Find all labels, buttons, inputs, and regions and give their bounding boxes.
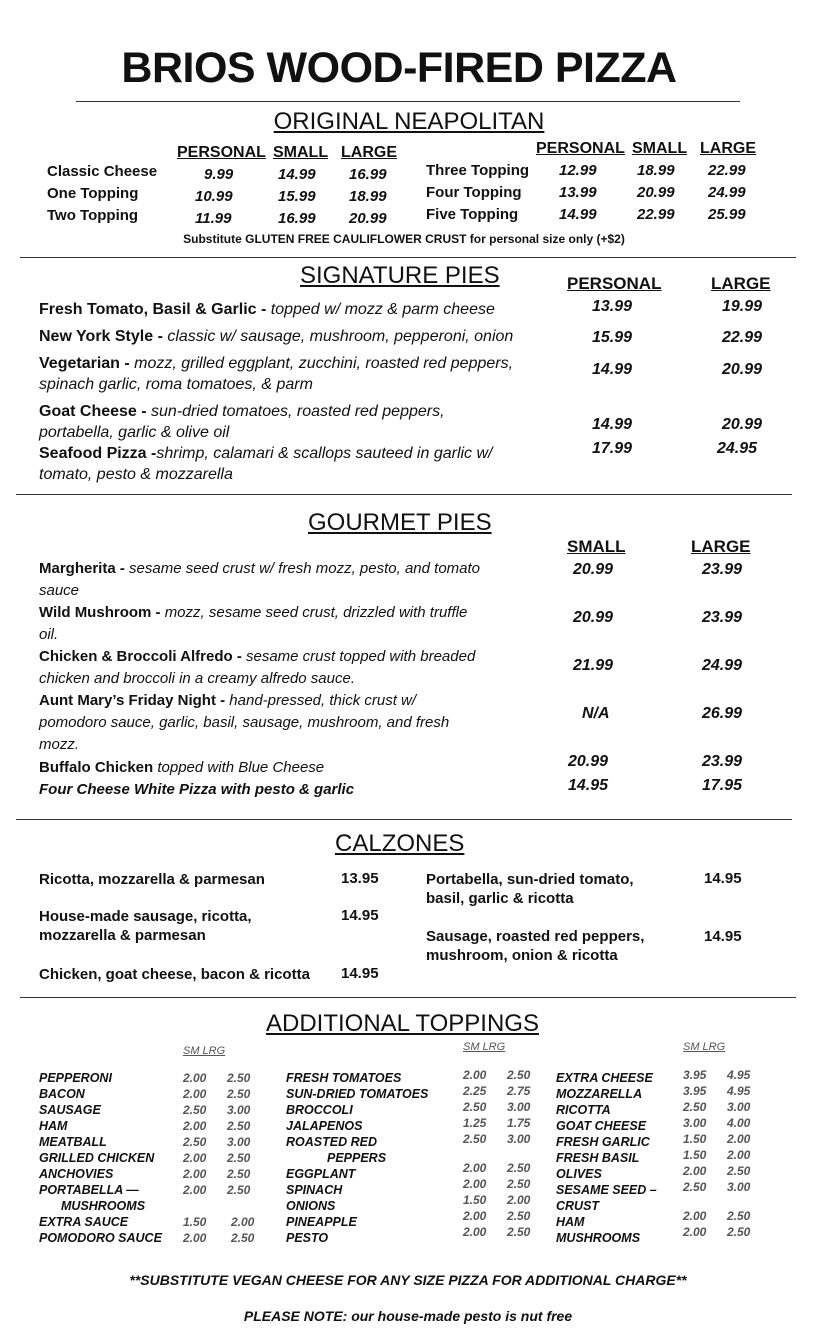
- price-small: 2.00: [463, 1068, 487, 1082]
- price-small: 2.50: [463, 1100, 487, 1114]
- item-description: mozz, grilled eggplant, zucchini, roasted red peppers,: [134, 355, 514, 372]
- price: 20.99: [573, 561, 614, 578]
- price: 20.99: [573, 609, 614, 626]
- item-name: Goat Cheese -: [39, 403, 152, 420]
- topping-name: PEPPERONI: [39, 1071, 112, 1085]
- item-description: sauce: [39, 582, 80, 599]
- item-name: Buffalo Chicken: [39, 759, 158, 776]
- item-description: mozz, sesame seed crust, drizzled with truffle: [164, 604, 468, 621]
- price: 10.99: [195, 188, 233, 205]
- price: 15.99: [592, 329, 633, 346]
- topping-name: ROASTED RED: [286, 1135, 377, 1149]
- price-large: 2.50: [507, 1177, 531, 1191]
- price-large: 2.50: [227, 1167, 251, 1181]
- topping-name: MOZZARELLA: [556, 1087, 643, 1101]
- item-name: Seafood Pizza -: [39, 445, 157, 462]
- price-large: 3.00: [507, 1100, 531, 1114]
- item-description: shrimp, calamari & scallops sauteed in garlic w/: [156, 445, 493, 462]
- topping-name: HAM: [556, 1215, 585, 1229]
- header-personal: PERSONAL: [177, 144, 266, 161]
- price-large: 3.00: [227, 1103, 251, 1117]
- item-description: topped with Blue Cheese: [157, 759, 325, 776]
- calzone-item: [426, 927, 644, 965]
- menu-item: [39, 353, 579, 395]
- topping-name: HAM: [39, 1119, 68, 1133]
- header-large: LARGE: [341, 144, 397, 161]
- divider: [16, 819, 792, 820]
- vegan-note: **SUBSTITUTE VEGAN CHEESE FOR ANY SIZE PIZZA FOR ADDITIONAL CHARGE**: [129, 1272, 687, 1288]
- price: 14.95: [704, 870, 742, 887]
- item-description: hand-pressed, thick crust w/: [229, 692, 417, 709]
- topping-name: FRESH GARLIC: [556, 1135, 650, 1149]
- price: 17.95: [702, 777, 743, 794]
- price-large: 2.50: [231, 1231, 255, 1245]
- gluten-free-note: Substitute GLUTEN FREE CAULIFLOWER CRUST for personal size only (+$2): [183, 232, 625, 246]
- section-heading-signature: SIGNATURE PIES: [300, 262, 500, 289]
- price: 11.99: [195, 210, 232, 227]
- price-large: 2.00: [727, 1132, 751, 1146]
- price-small: 2.00: [683, 1209, 707, 1223]
- item-description: sesame crust topped with breaded: [245, 648, 476, 665]
- calzone-name: House-made sausage, ricotta,: [39, 908, 252, 925]
- price-large: 1.75: [507, 1116, 531, 1130]
- price: 20.99: [722, 416, 763, 433]
- price: 15.99: [278, 188, 316, 205]
- header-small: SMALL: [273, 144, 329, 161]
- price-small: 1.50: [183, 1215, 207, 1229]
- topping-name: PESTO: [286, 1231, 329, 1245]
- price: 14.95: [341, 965, 379, 982]
- price: 14.95: [568, 777, 609, 794]
- section-heading-neapolitan: ORIGINAL NEAPOLITAN: [273, 108, 545, 135]
- item-name: Two Topping: [47, 207, 139, 224]
- menu-item: [39, 646, 539, 690]
- divider: [20, 257, 796, 258]
- item-description: spinach garlic, roma tomatoes, & parm: [39, 376, 313, 393]
- price-large: 2.50: [227, 1151, 251, 1165]
- price: 23.99: [702, 609, 743, 626]
- price-large: 2.00: [507, 1193, 531, 1207]
- price-small: 3.95: [683, 1068, 707, 1082]
- price: 24.95: [717, 440, 758, 457]
- price: 22.99: [722, 329, 763, 346]
- price-small: 2.25: [463, 1084, 487, 1098]
- topping-name: CRUST: [556, 1199, 600, 1213]
- calzone-item: [39, 965, 310, 984]
- price-small: 2.00: [463, 1177, 487, 1191]
- item-description: mozz.: [39, 736, 80, 753]
- topping-name: JALAPENOS: [286, 1119, 363, 1133]
- price: 14.99: [559, 206, 597, 223]
- price: 20.99: [349, 210, 387, 227]
- price-large: 3.00: [727, 1100, 751, 1114]
- price-large: 2.50: [727, 1209, 751, 1223]
- topping-name: BACON: [39, 1087, 85, 1101]
- section-heading-calzones: CALZONES: [335, 830, 465, 857]
- header-small: SMALL: [567, 537, 626, 556]
- price-small: 2.00: [183, 1071, 207, 1085]
- topping-name: EGGPLANT: [286, 1167, 356, 1181]
- calzone-item: [39, 870, 265, 889]
- topping-name: FRESH TOMATOES: [286, 1071, 402, 1085]
- price-small: 1.50: [683, 1148, 707, 1162]
- price-large: 2.00: [231, 1215, 255, 1229]
- price: 13.99: [559, 184, 597, 201]
- price-large: 2.50: [227, 1071, 251, 1085]
- price-small: 3.00: [683, 1116, 707, 1130]
- price: 19.99: [722, 298, 763, 315]
- item-description: topped w/ mozz & parm cheese: [270, 301, 495, 318]
- topping-name: EXTRA CHEESE: [556, 1071, 653, 1085]
- price-large: 4.00: [727, 1116, 751, 1130]
- topping-name: GRILLED CHICKEN: [39, 1151, 155, 1165]
- price: 13.99: [592, 298, 633, 315]
- menu-item: [39, 443, 579, 485]
- price: 14.99: [592, 416, 633, 433]
- price-large: 3.00: [727, 1180, 751, 1194]
- pesto-note: PLEASE NOTE: our house-made pesto is nut free: [243, 1308, 573, 1324]
- price-large: 3.00: [507, 1132, 531, 1146]
- item-name: Aunt Mary’s Friday Night -: [39, 692, 230, 709]
- topping-name: EXTRA SAUCE: [39, 1215, 129, 1229]
- item-name: Classic Cheese: [47, 163, 158, 180]
- item-description: oil.: [39, 626, 59, 643]
- size-header: SM LRG: [463, 1041, 506, 1053]
- price-small: 2.50: [463, 1132, 487, 1146]
- calzone-name: Ricotta, mozzarella & parmesan: [39, 871, 265, 888]
- price-large: 3.00: [227, 1135, 251, 1149]
- price: 25.99: [708, 206, 746, 223]
- calzone-name: Portabella, sun-dried tomato,: [426, 871, 634, 888]
- price-large: 2.00: [727, 1148, 751, 1162]
- item-description: pomodoro sauce, garlic, basil, sausage, mushroom, and fresh: [39, 714, 450, 731]
- size-header: SM LRG: [183, 1045, 226, 1057]
- topping-name: GOAT CHEESE: [556, 1119, 647, 1133]
- price-small: 2.00: [463, 1161, 487, 1175]
- price-large: 4.95: [727, 1068, 751, 1082]
- price: 26.99: [702, 705, 743, 722]
- topping-name: SAUSAGE: [39, 1103, 101, 1117]
- header-large: LARGE: [700, 140, 756, 157]
- price-small: 1.50: [463, 1193, 487, 1207]
- price: 21.99: [573, 657, 614, 674]
- topping-name: FRESH BASIL: [556, 1151, 640, 1165]
- price: 14.99: [592, 361, 633, 378]
- topping-name: MUSHROOMS: [556, 1231, 641, 1245]
- topping-name: SPINACH: [286, 1183, 343, 1197]
- price-large: 2.50: [507, 1068, 531, 1082]
- topping-name: POMODORO SAUCE: [39, 1231, 162, 1245]
- item-description: sun-dried tomatoes, roasted red peppers,: [151, 403, 445, 420]
- price-large: 2.50: [507, 1161, 531, 1175]
- item-name: Fresh Tomato, Basil & Garlic -: [39, 301, 271, 318]
- topping-name: ANCHOVIES: [39, 1167, 114, 1181]
- section-heading-toppings: ADDITIONAL TOPPINGS: [266, 1010, 539, 1037]
- topping-name: SUN-DRIED TOMATOES: [286, 1087, 429, 1101]
- price-large: 2.50: [507, 1225, 531, 1239]
- calzone-name: mozzarella & parmesan: [39, 927, 206, 944]
- price: 16.99: [278, 210, 316, 227]
- menu-item: Four Cheese White Pizza with pesto & garlic: [39, 781, 355, 798]
- price-small: 2.50: [183, 1103, 207, 1117]
- topping-name: SESAME SEED –: [556, 1183, 657, 1197]
- price-small: 1.25: [463, 1116, 487, 1130]
- calzone-name: mushroom, onion & ricotta: [426, 947, 618, 964]
- price-small: 2.50: [683, 1180, 707, 1194]
- size-header: SM LRG: [683, 1041, 726, 1053]
- divider: [16, 494, 792, 495]
- price-small: 2.50: [183, 1135, 207, 1149]
- topping-name: OLIVES: [556, 1167, 602, 1181]
- price: 14.99: [278, 166, 316, 183]
- price: 23.99: [702, 753, 743, 770]
- calzone-name: Sausage, roasted red peppers,: [426, 928, 645, 945]
- price-large: 4.95: [727, 1084, 751, 1098]
- topping-name: ONIONS: [286, 1199, 336, 1213]
- price-large: 2.50: [507, 1209, 531, 1223]
- calzone-name: basil, garlic & ricotta: [426, 890, 574, 907]
- price-large: 2.50: [227, 1183, 251, 1197]
- price-large: 2.75: [507, 1084, 531, 1098]
- menu-item: [39, 757, 539, 779]
- topping-name: MUSHROOMS: [61, 1199, 146, 1213]
- price-small: 2.00: [183, 1167, 207, 1181]
- price: 16.99: [349, 166, 387, 183]
- item-description: classic w/ sausage, mushroom, pepperoni, onion: [167, 328, 514, 345]
- item-name: Margherita -: [39, 560, 130, 577]
- price: 12.99: [559, 162, 597, 179]
- price: 20.99: [637, 184, 675, 201]
- price: 17.99: [592, 440, 633, 457]
- topping-name: PEPPERS: [327, 1151, 387, 1165]
- price: 22.99: [637, 206, 675, 223]
- topping-name: PORTABELLA —: [39, 1183, 139, 1197]
- price-small: 2.00: [683, 1164, 707, 1178]
- topping-name: BROCCOLI: [286, 1103, 353, 1117]
- topping-name: MEATBALL: [39, 1135, 107, 1149]
- price: 23.99: [702, 561, 743, 578]
- page-title: BRIOS WOOD-FIRED PIZZA: [121, 44, 677, 92]
- price-large: 2.50: [227, 1087, 251, 1101]
- price: 9.99: [204, 166, 234, 183]
- price: 13.95: [341, 870, 379, 887]
- price: 18.99: [349, 188, 387, 205]
- item-name: Chicken & Broccoli Alfredo -: [39, 648, 246, 665]
- item-description: portabella, garlic & olive oil: [39, 424, 230, 441]
- header-personal: PERSONAL: [567, 274, 662, 293]
- price: 14.95: [704, 928, 742, 945]
- item-name: One Topping: [47, 185, 139, 202]
- menu-item: [39, 401, 579, 443]
- header-personal: PERSONAL: [536, 140, 625, 157]
- menu-item: [39, 690, 539, 756]
- item-name: Four Topping: [426, 184, 522, 201]
- menu-item: [39, 326, 579, 347]
- price-small: 2.00: [183, 1087, 207, 1101]
- item-description: sesame seed crust w/ fresh mozz, pesto, and tomato: [129, 560, 481, 577]
- section-heading-gourmet: GOURMET PIES: [308, 509, 492, 536]
- calzone-name: Chicken, goat cheese, bacon & ricotta: [39, 966, 310, 983]
- item-name: New York Style -: [39, 328, 168, 345]
- price: 20.99: [568, 753, 609, 770]
- menu-item: [39, 299, 559, 320]
- price-small: 2.00: [463, 1225, 487, 1239]
- divider: [20, 997, 796, 998]
- price-small: 2.00: [463, 1209, 487, 1223]
- price-small: 2.50: [683, 1100, 707, 1114]
- price-small: 2.00: [183, 1119, 207, 1133]
- item-name: Vegetarian -: [39, 355, 135, 372]
- calzone-item: [39, 907, 252, 945]
- item-description: chicken and broccoli in a creamy alfredo sauce.: [39, 670, 355, 687]
- price: 24.99: [708, 184, 746, 201]
- price-large: 2.50: [727, 1164, 751, 1178]
- price-small: 2.00: [183, 1183, 207, 1197]
- calzone-item: [426, 870, 634, 908]
- price: 24.99: [702, 657, 743, 674]
- divider: [76, 101, 740, 102]
- menu-item: [39, 558, 529, 602]
- topping-name: RICOTTA: [556, 1103, 611, 1117]
- price: 18.99: [637, 162, 675, 179]
- header-small: SMALL: [632, 140, 688, 157]
- price: 20.99: [722, 361, 763, 378]
- header-large: LARGE: [711, 274, 771, 293]
- price-small: 2.00: [183, 1151, 207, 1165]
- price: N/A: [582, 705, 610, 722]
- price-large: 2.50: [227, 1119, 251, 1133]
- price-large: 2.50: [727, 1225, 751, 1239]
- price-small: 3.95: [683, 1084, 707, 1098]
- menu-item: [39, 602, 529, 646]
- item-name: Wild Mushroom -: [39, 604, 165, 621]
- item-name: Three Topping: [426, 162, 530, 179]
- header-large: LARGE: [691, 537, 751, 556]
- price-small: 1.50: [683, 1132, 707, 1146]
- topping-name: PINEAPPLE: [286, 1215, 357, 1229]
- price: 22.99: [708, 162, 746, 179]
- item-description: tomato, pesto & mozzarella: [39, 466, 233, 483]
- price-small: 2.00: [183, 1231, 207, 1245]
- price-small: 2.00: [683, 1225, 707, 1239]
- price: 14.95: [341, 907, 379, 924]
- item-name: Five Topping: [426, 206, 519, 223]
